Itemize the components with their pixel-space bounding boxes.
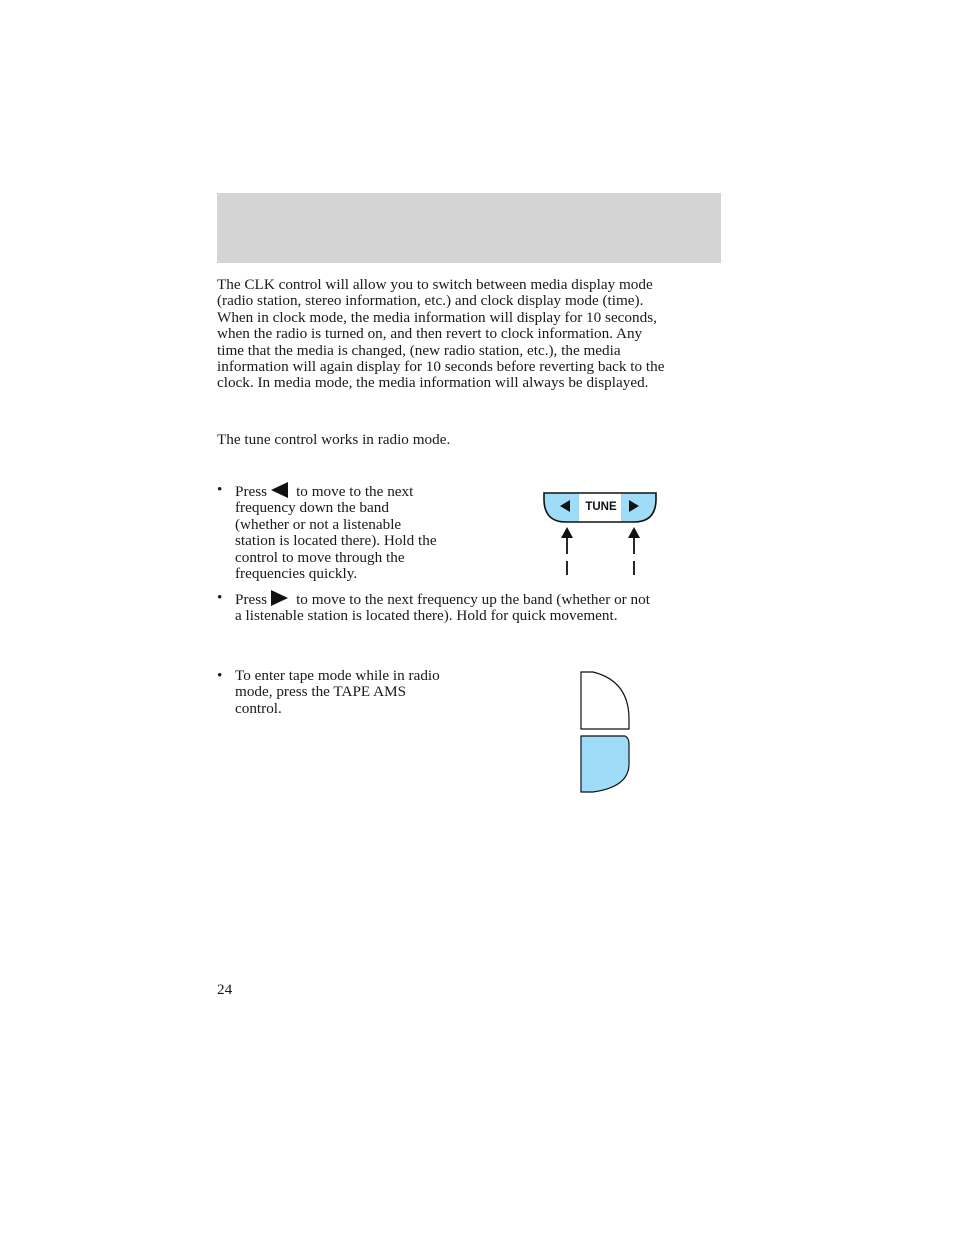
press-word: Press bbox=[235, 483, 268, 500]
tape-mode-bullet bbox=[217, 668, 507, 717]
seek-down-line: frequencies quickly. bbox=[235, 565, 358, 583]
clk-description bbox=[217, 277, 722, 392]
seek-down-line: frequency down the band bbox=[235, 499, 389, 517]
press-word: Press bbox=[235, 591, 268, 608]
seek-up-line: to move to the next frequency up the band (whether or not bbox=[296, 591, 650, 608]
section-header-bar bbox=[217, 193, 721, 263]
right-arrow-icon bbox=[271, 590, 288, 606]
tape-mode-line: mode, press the TAPE AMS bbox=[235, 683, 407, 701]
tune-intro: The tune control works in radio mode. bbox=[217, 431, 451, 448]
seek-down-line: station is located there). Hold the bbox=[235, 532, 437, 550]
seek-down-line: (whether or not a listenable bbox=[235, 515, 402, 533]
clk-line: (radio station, stereo information, etc.) and clock display mode (time). bbox=[217, 292, 644, 310]
tape-ams-button[interactable] bbox=[581, 736, 629, 792]
page-number: 24 bbox=[217, 981, 233, 998]
tape-mode-text bbox=[235, 668, 507, 717]
clk-line: The CLK control will allow you to switch between media display mode bbox=[217, 276, 653, 293]
seek-up-bullet bbox=[217, 590, 727, 625]
clk-line: clock. In media mode, the media information will always be displayed. bbox=[217, 374, 649, 392]
tape-mode-line: To enter tape mode while in radio bbox=[235, 667, 440, 684]
clk-line: When in clock mode, the media information will display for 10 seconds, bbox=[217, 308, 657, 326]
left-arrow-icon bbox=[271, 482, 288, 498]
clk-line: information will again display for 10 seconds before reverting back to the bbox=[217, 358, 665, 376]
tune-control-diagram bbox=[542, 490, 660, 580]
tape-ams-control-diagram bbox=[578, 669, 634, 795]
seek-down-line: control to move through the bbox=[235, 548, 405, 566]
tune-label: TUNE bbox=[585, 501, 617, 513]
tape-control-top-button[interactable] bbox=[581, 672, 629, 729]
seek-down-bullet bbox=[217, 482, 507, 582]
tape-mode-line: control. bbox=[235, 699, 282, 717]
bullet-marker: • bbox=[217, 667, 223, 684]
clk-line: time that the media is changed, (new radio station, etc.), the media bbox=[217, 341, 621, 359]
seek-down-line: to move to the next bbox=[296, 483, 414, 500]
seek-up-text bbox=[235, 590, 727, 625]
clk-line: when the radio is turned on, and then revert to clock information. Any bbox=[217, 325, 643, 343]
bullet-marker: • bbox=[217, 481, 223, 498]
pointer-arrow-right bbox=[628, 527, 640, 538]
pointer-arrow-left bbox=[561, 527, 573, 538]
bullet-marker: • bbox=[217, 589, 223, 606]
seek-down-text bbox=[235, 482, 507, 582]
seek-up-line: a listenable station is located there). Hold for quick movement. bbox=[235, 607, 618, 625]
